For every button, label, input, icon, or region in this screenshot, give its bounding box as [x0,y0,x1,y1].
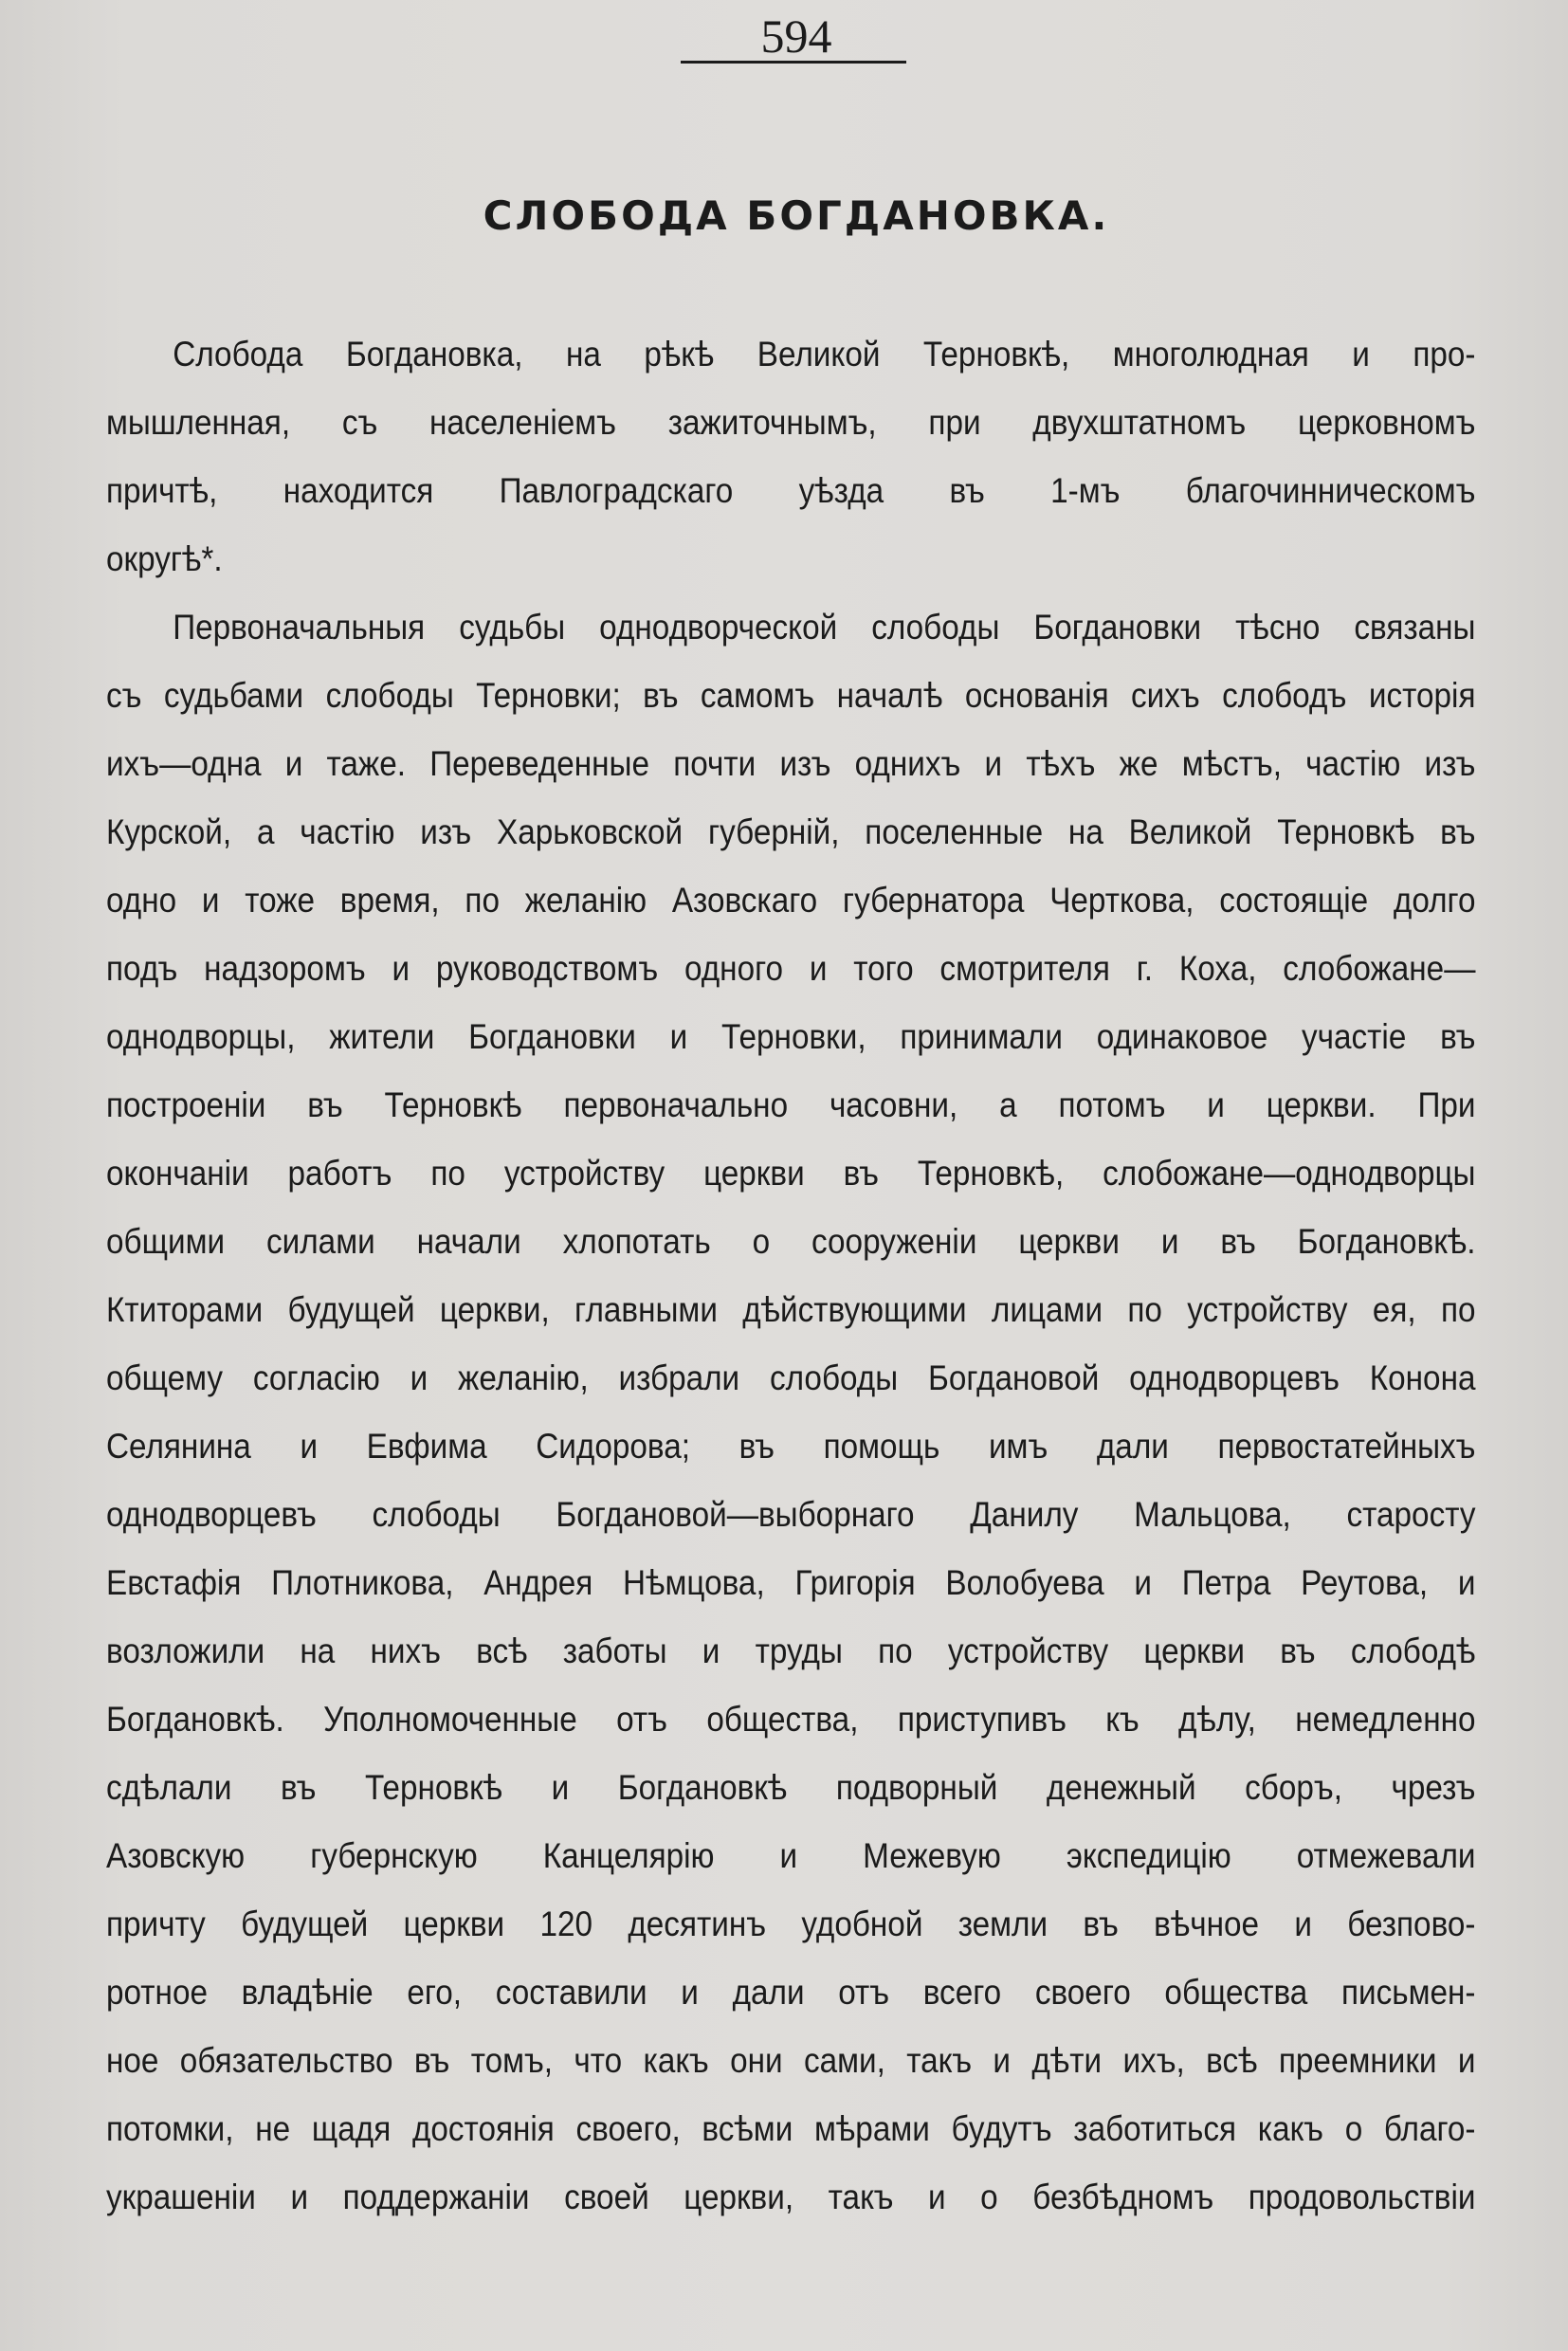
text-line: однодворцевъ слободы Богдановой—выборнаго Данилу Мальцова, старосту [106,1495,1476,1534]
text-line: украшеніи и поддержаніи своей церкви, такъ и о безбѣдномъ продовольствіи [106,2178,1476,2216]
text-line: одно и тоже время, по желанію Азовскаго губернатора Черткова, состоящіе долго [106,881,1476,920]
paragraph [106,320,1476,593]
text-line: окончаніи работъ по устройству церкви въ Терновкѣ, слобожане—однодворцы [106,1154,1476,1193]
text-line: ное обязательство въ томъ, что какъ они сами, такъ и дѣти ихъ, всѣ преемники и [106,2041,1476,2080]
text-line: потомки, не щадя достоянія своего, всѣми мѣрами будутъ заботиться какъ о благо- [106,2109,1476,2148]
text-line: округѣ*. [106,539,223,578]
page-number-rule [681,61,906,64]
text-line: Азовскую губернскую Канцелярію и Межевую экспедицію отмежевали [106,1836,1476,1875]
text-line: сдѣлали въ Терновкѣ и Богдановкѣ подворный денежный сборъ, чрезъ [106,1768,1476,1807]
text-line: подъ надзоромъ и руководствомъ одного и того смотрителя г. Коха, слобожане— [106,949,1476,988]
text-line: съ судьбами слободы Терновки; въ самомъ началѣ основанія сихъ слободъ исторія [106,676,1476,715]
text-line: общему согласію и желанію, избрали слободы Богдановой однодворцевъ Конона [106,1358,1476,1397]
text-line: мышленная, съ населеніемъ зажиточнымъ, при двухштатномъ церковномъ [106,403,1476,442]
text-line: Слобода Богдановка, на рѣкѣ Великой Терновкѣ, многолюдная и про- [173,335,1476,374]
text-line: построеніи въ Терновкѣ первоначально часовни, а потомъ и церкви. При [106,1085,1476,1124]
text-line: возложили на нихъ всѣ заботы и труды по устройству церкви въ слободѣ [106,1631,1476,1670]
text-line: ихъ—одна и таже. Переведенные почти изъ однихъ и тѣхъ же мѣстъ, частію изъ [106,744,1476,783]
text-line: Первоначальныя судьбы однодворческой слободы Богдановки тѣсно связаны [173,608,1476,647]
text-line: ротное владѣніе его, составили и дали отъ всего своего общества письмен- [106,1973,1476,2012]
text-line: причтѣ, находится Павлоградскаго уѣзда въ 1-мъ благочинническомъ [106,471,1476,510]
page-number: 594 [760,9,832,63]
text-line: Селянина и Евфима Сидорова; въ помощь имъ дали первостатейныхъ [106,1427,1476,1466]
text-line: однодворцы, жители Богдановки и Терновки, принимали одинаковое участіе въ [106,1017,1476,1056]
text-line: Ктиторами будущей церкви, главными дѣйствующими лицами по устройству ея, по [106,1290,1476,1329]
body-text [106,320,1476,2232]
text-line: общими силами начали хлопотать о сооруженіи церкви и въ Богдановкѣ. [106,1222,1476,1261]
paragraph [106,593,1476,2232]
section-title: СЛОБОДА БОГДАНОВКА. [483,192,1110,239]
text-line: причту будущей церкви 120 десятинъ удобной земли въ вѣчное и безпово- [106,1904,1476,1943]
text-line: Богдановкѣ. Уполномоченные отъ общества, приступивъ къ дѣлу, немедленно [106,1700,1476,1739]
text-line: Евстафія Плотникова, Андрея Нѣмцова, Григорія Волобуева и Петра Реутова, и [106,1563,1476,1602]
text-line: Курской, а частію изъ Харьковской губерній, поселенные на Великой Терновкѣ въ [106,812,1476,851]
